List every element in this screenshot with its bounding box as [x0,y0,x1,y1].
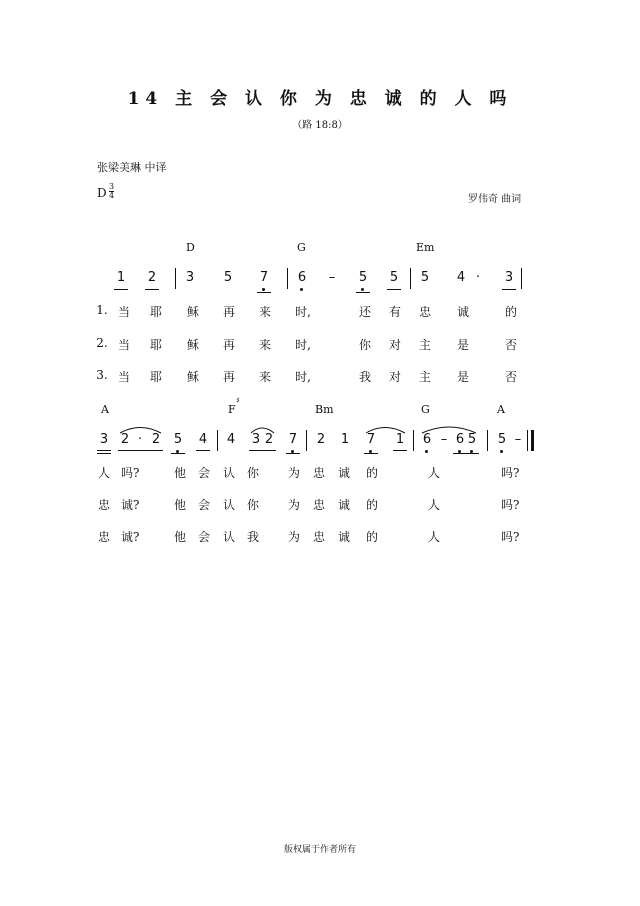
lyric-syllable: 来 [258,305,271,319]
eighth-underline [502,289,516,290]
barline [175,268,176,289]
composer-credit: 罗伟奇 曲词 [468,194,522,205]
eighth-underline [145,289,159,290]
lyric-syllable: 是 [456,338,469,352]
sharp-sign: ♯ [236,396,240,405]
note-low: 6 [295,270,309,285]
lyric-syllable: 来 [258,370,271,384]
note: 1 [116,270,126,285]
dash: – [440,432,448,447]
lyric-syllable: 的 [365,530,378,544]
time-beats: 3 [109,182,115,191]
eighth-underline [118,450,163,451]
note: 2 [147,270,157,285]
dash: – [328,270,336,285]
key-letter: D [97,186,107,200]
chord-g: G [297,241,306,254]
note: 4 [226,432,236,447]
tie [118,424,163,434]
lyric-syllable: 是 [456,370,469,384]
eighth-underline [286,453,300,454]
scripture-reference: （路 18:8） [292,120,348,131]
translator-credit: 张梁美琳 中译 [97,161,167,174]
eighth-underline [453,453,479,454]
lyric-syllable: 还 [358,305,371,319]
lyric-syllable: 你 [246,498,259,512]
lyric-syllable: 诚? [121,530,140,544]
note: 3 [99,432,109,447]
eighth-underline [356,292,370,293]
eighth-underline [196,450,210,451]
lyric-syllable: 他 [173,530,186,544]
barline [521,268,522,289]
lyric-syllable: 稣 [186,305,199,319]
note: 1 [395,432,405,447]
key-signature [97,182,115,200]
chord-g: G [421,403,430,416]
tie [249,424,276,434]
lyric-syllable: 会 [197,530,210,544]
lyric-syllable: 时, [295,338,311,352]
lyric-syllable: 诚 [456,305,469,319]
lyric-syllable: 吗? [121,466,140,480]
note: 2 [264,432,274,447]
lyric-syllable: 对 [388,338,401,352]
lyric-syllable: 主 [418,370,431,384]
lyric-syllable: 吗? [501,530,520,544]
lyric-syllable: 否 [504,338,517,352]
lyric-syllable: 你 [246,466,259,480]
eighth-underline [393,450,407,451]
barline [287,268,288,289]
lyric-syllable: 认 [222,530,235,544]
sixteenth-underline [97,453,111,454]
lyric-syllable: 耶 [149,305,162,319]
chord-f: F [228,403,236,416]
lyric-syllable: 人 [97,466,110,480]
note: 4 [198,432,208,447]
song-title: 14 主 会 认 你 为 忠 诚 的 人 吗 [127,89,513,109]
lyric-syllable: 当 [117,370,130,384]
lyric-syllable: 诚? [121,498,140,512]
eighth-underline [114,289,128,290]
lyric-syllable: 他 [173,466,186,480]
final-barline-thick [531,430,534,451]
lyric-syllable: 再 [222,305,235,319]
barline [487,430,488,451]
final-barline-thin [527,430,528,451]
barline [410,268,411,289]
lyric-syllable: 有 [388,305,401,319]
copyright-footer: 版权属于作者所有 [283,845,356,855]
note: 3 [185,270,195,285]
lyric-syllable: 3. [96,368,108,382]
time-unit: 4 [109,191,115,200]
lyric-syllable: 我 [246,530,259,544]
lyric-syllable: 的 [365,466,378,480]
note-low: 6 [420,432,434,447]
lyric-syllable: 忠 [312,466,325,480]
dot: · [475,270,481,285]
barline [217,430,218,451]
eighth-underline [387,289,401,290]
chord-bm: Bm [315,403,334,416]
lyric-syllable: 吗? [501,466,520,480]
lyric-syllable: 对 [388,370,401,384]
lyric-syllable: 2. [96,336,108,350]
lyric-syllable: 为 [287,530,300,544]
note: 3 [504,270,514,285]
eighth-underline [257,292,271,293]
lyric-syllable: 认 [222,466,235,480]
lyric-syllable: 忠 [418,305,431,319]
eighth-underline [364,453,378,454]
tie [420,424,478,434]
lyric-syllable: 会 [197,466,210,480]
note-low: 5 [356,270,370,285]
note: 3 [251,432,261,447]
dot: · [137,432,143,447]
lyric-syllable: 当 [117,338,130,352]
lyric-syllable: 的 [365,498,378,512]
barline [413,430,414,451]
lyric-syllable: 他 [173,498,186,512]
lyric-syllable: 忠 [312,530,325,544]
lyric-syllable: 再 [222,370,235,384]
lyric-syllable: 稣 [186,370,199,384]
note-low: 5 [495,432,509,447]
note: 2 [316,432,326,447]
lyric-syllable: 人 [427,530,440,544]
dash: – [514,432,522,447]
eighth-underline [171,453,185,454]
lyric-syllable: 为 [287,466,300,480]
lyric-syllable: 时, [295,305,311,319]
note: 1 [340,432,350,447]
lyric-syllable: 吗? [501,498,520,512]
note-low: 5 [465,432,479,447]
chord-d: D [186,241,195,254]
barline [306,430,307,451]
lyric-syllable: 主 [418,338,431,352]
lyric-syllable: 忠 [97,530,110,544]
lyric-syllable: 认 [222,498,235,512]
lyric-syllable: 忠 [97,498,110,512]
note: 2 [151,432,161,447]
note-low: 7 [286,432,300,447]
lyric-syllable: 为 [287,498,300,512]
lyric-syllable: 再 [222,338,235,352]
lyric-syllable: 诚 [337,498,350,512]
note-low: 5 [171,432,185,447]
chord-a: A [101,403,109,416]
lyric-syllable: 会 [197,498,210,512]
note: 5 [389,270,399,285]
lyric-syllable: 否 [504,370,517,384]
note: 5 [420,270,430,285]
note-low: 7 [364,432,378,447]
lyric-syllable: 的 [504,305,517,319]
lyric-syllable: 当 [117,305,130,319]
lyric-syllable: 我 [358,370,371,384]
lyric-syllable: 人 [427,466,440,480]
lyric-syllable: 人 [427,498,440,512]
lyric-syllable: 耶 [149,370,162,384]
chord-em: Em [416,241,435,254]
note-low: 7 [257,270,271,285]
note: 4 [456,270,466,285]
lyric-syllable: 稣 [186,338,199,352]
lyric-syllable: 时, [295,370,311,384]
lyric-syllable: 耶 [149,338,162,352]
lyric-syllable: 忠 [312,498,325,512]
note: 2 [120,432,130,447]
note-low: 6 [453,432,467,447]
lyric-syllable: 你 [358,338,371,352]
tie [364,424,407,434]
chord-a: A [497,403,505,416]
lyric-syllable: 1. [96,303,108,317]
note: 5 [223,270,233,285]
time-signature [109,183,114,200]
eighth-underline [97,450,111,451]
lyric-syllable: 诚 [337,530,350,544]
lyric-syllable: 诚 [337,466,350,480]
eighth-underline [249,450,276,451]
lyric-syllable: 来 [258,338,271,352]
